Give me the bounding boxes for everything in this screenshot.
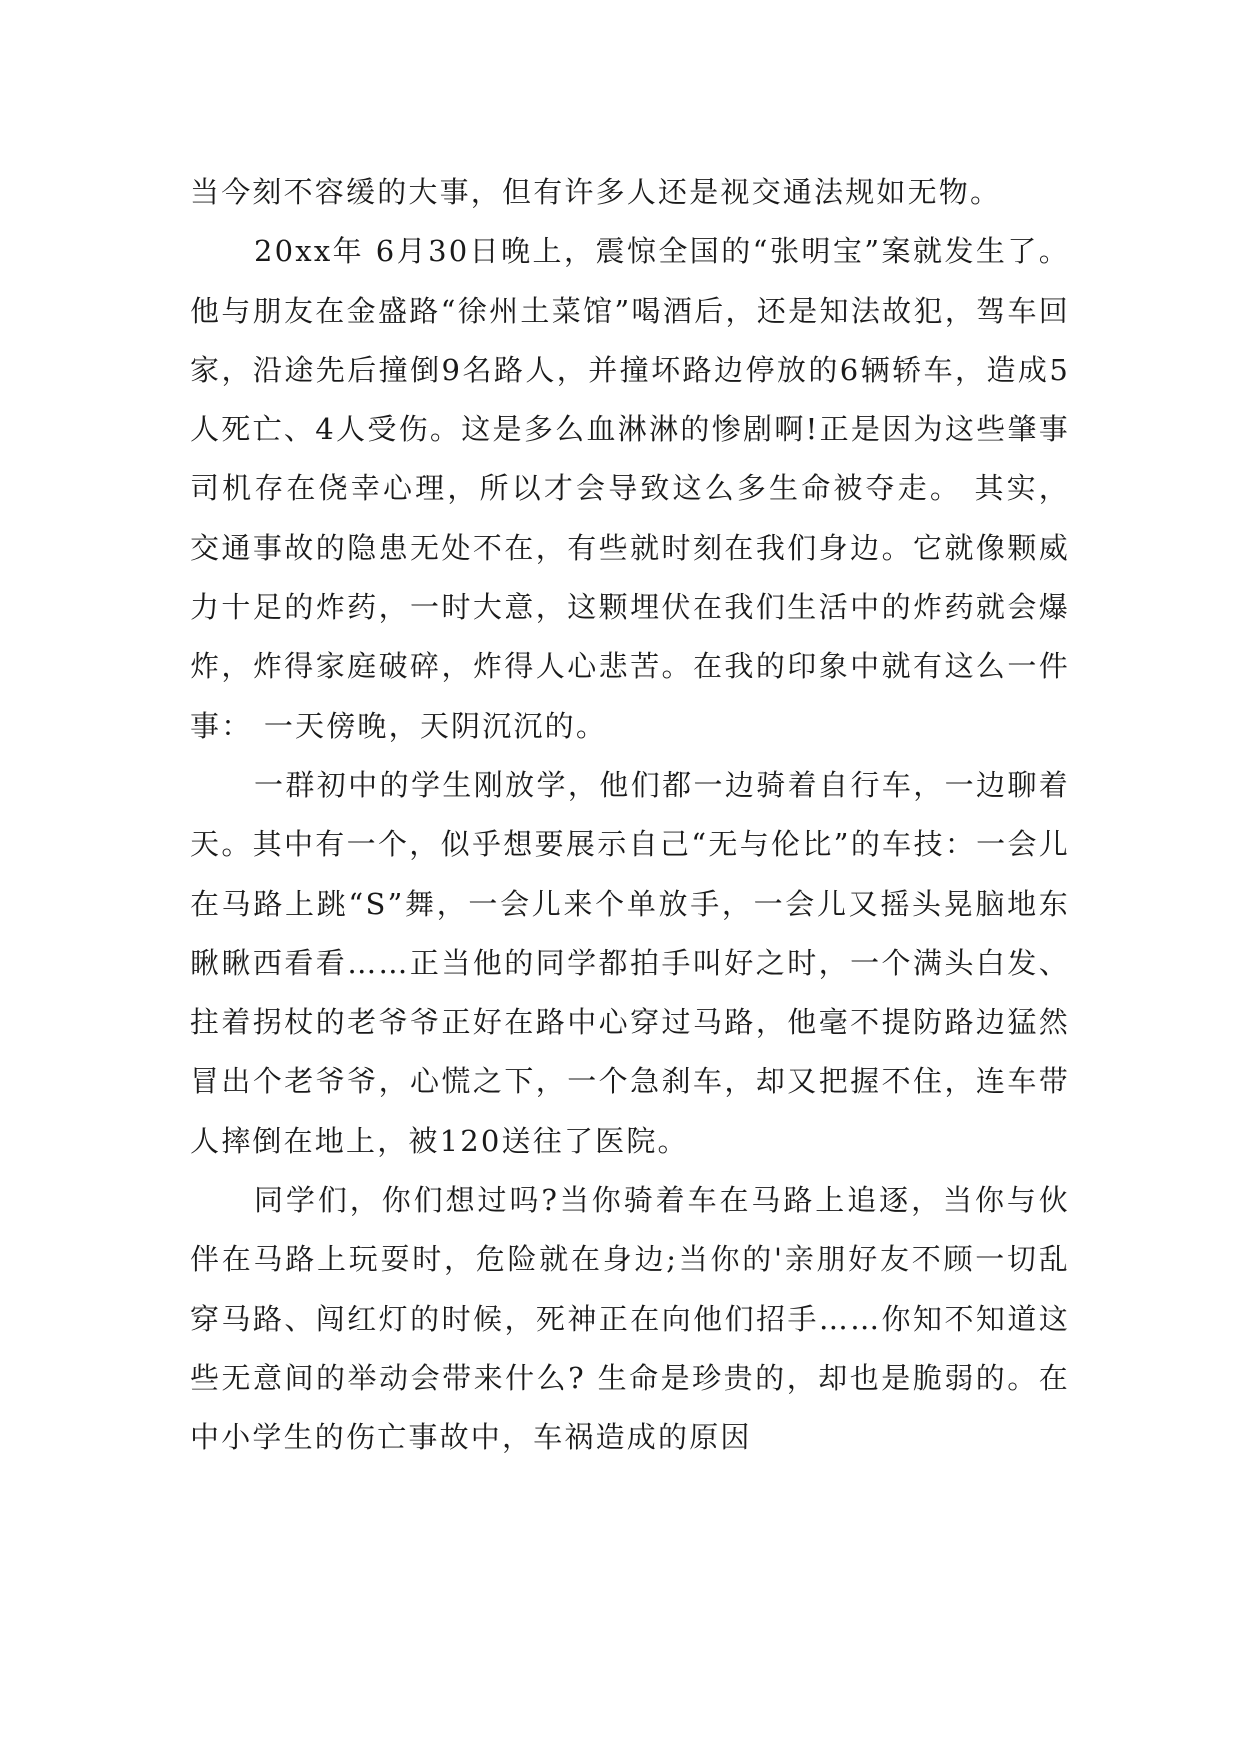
document-body bbox=[190, 163, 1070, 1468]
paragraph-2: 20xx年 6月30日晚上，震惊全国的“张明宝”案就发生了。他与朋友在金盛路“徐州土菜馆”喝酒后，还是知法故犯，驾车回家，沿途先后撞倒9名路人，并撞坏路边停放的6辆轿车，造成5人死亡、4人受伤。这是多么血淋淋的惨剧啊!正是因为这些肇事司机存在侥幸心理，所以才会导致这么多生命被夺走。 其实，交通事故的隐患无处不在，有些就时刻在我们身边。它就像颗威力十足的炸药，一时大意，这颗埋伏在我们生活中的炸药就会爆炸，炸得家庭破碎，炸得人心悲苦。在我的印象中就有这么一件事： 一天傍晚，天阴沉沉的。 bbox=[190, 234, 1070, 743]
paragraph-1: 当今刻不容缓的大事，但有许多人还是视交通法规如无物。 bbox=[190, 175, 1002, 209]
paragraph-3: 一群初中的学生刚放学，他们都一边骑着自行车，一边聊着天。其中有一个，似乎想要展示自己“无与伦比”的车技：一会儿在马路上跳“S”舞，一会儿来个单放手，一会儿又摇头晃脑地东瞅瞅西看看……正当他的同学都拍手叫好之时，一个满头白发、拄着拐杖的老爷爷正好在路中心穿过马路，他毫不提防路边猛然冒出个老爷爷，心慌之下，一个急刹车，却又把握不住，连车带人摔倒在地上，被120送往了医院。 bbox=[190, 767, 1070, 1158]
paragraph-4: 同学们，你们想过吗?当你骑着车在马路上追逐，当你与伙伴在马路上玩耍时，危险就在身边;当你的'亲朋好友不顾一切乱穿马路、闯红灯的时候，死神正在向他们招手……你知不知道这些无意间的举动会带来什么? 生命是珍贵的，却也是脆弱的。在中小学生的伤亡事故中，车祸造成的原因 bbox=[190, 1183, 1070, 1455]
